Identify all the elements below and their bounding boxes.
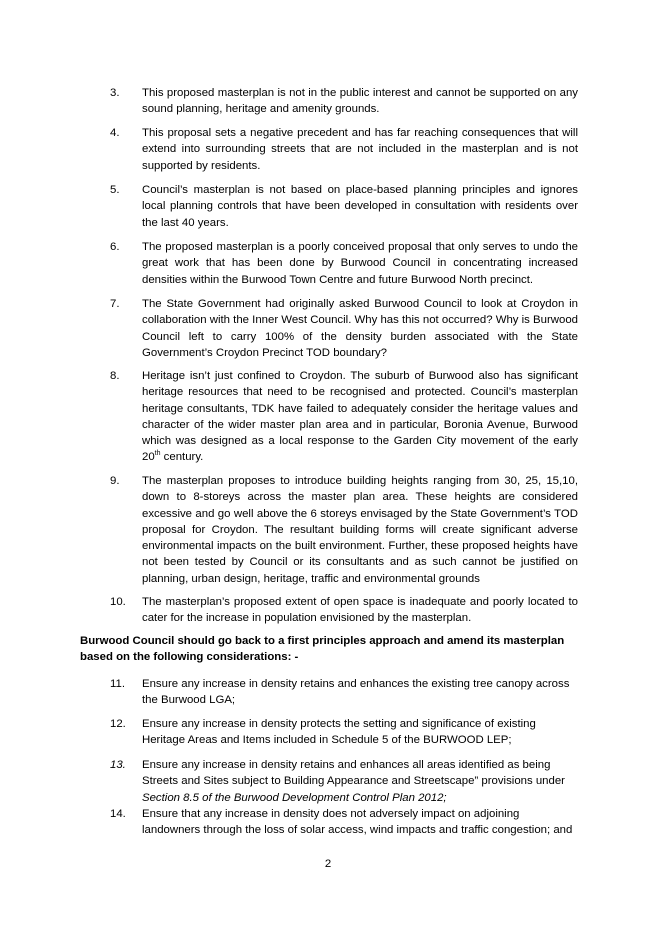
item-text-italic: Section 8.5 of the Burwood Development Control Plan 2012; xyxy=(142,791,447,804)
item-number: 6. xyxy=(110,241,120,253)
item-text: The State Government had originally asked Burwood Council to look at Croydon in collaboration with the Inner West Council. Why has this not occurred? Why is Burwood Council left to carry 100% of the density burden associated with the State Government’s Croydon Precinct TOD boundary? xyxy=(142,298,578,359)
item-number: 7. xyxy=(110,298,120,310)
page-number: 2 xyxy=(324,858,332,870)
item-text-tail: century. xyxy=(160,451,204,464)
item-number: 9. xyxy=(110,475,120,487)
item-text: Ensure any increase in density retains and enhances the existing tree canopy across the Burwood LGA; xyxy=(142,678,570,707)
item-number: 5. xyxy=(110,184,120,196)
item-text: Ensure that any increase in density does not adversely impact on adjoining landowners through the loss of solar access, wind impacts and traffic congestion; and xyxy=(142,808,573,837)
item-text: The proposed masterplan is a poorly conceived proposal that only serves to undo the great work that has been done by Burwood Council in concentrating increased densities within the Burwood Town Centre and future Burwood North precinct. xyxy=(142,241,578,286)
item-number: 11. xyxy=(110,678,125,690)
item-text: Council’s masterplan is not based on place-based planning principles and ignores local planning controls that have been developed in consultation with residents over the last 40 years. xyxy=(142,184,578,229)
item-text: This proposed masterplan is not in the public interest and cannot be supported on any sound planning, heritage and amenity grounds. xyxy=(142,87,578,116)
item-number: 4. xyxy=(110,127,120,139)
item-text: Ensure any increase in density retains and enhances all areas identified as being Streets and Sites subject to Building Appearance and Streetscape” provisions under xyxy=(142,759,565,788)
item-text-wrap xyxy=(142,757,578,806)
item-number: 12. xyxy=(110,718,126,730)
item-number: 10. xyxy=(110,596,126,608)
item-text: This proposal sets a negative precedent and has far reaching consequences that will extend into surrounding streets that are not included in the masterplan and is not supported by residents. xyxy=(142,127,578,172)
item-text: The masterplan’s proposed extent of open space is inadequate and poorly located to cater for the increase in population envisioned by the masterplan. xyxy=(142,596,578,625)
item-number: 14. xyxy=(110,808,126,820)
item-text: The masterplan proposes to introduce building heights ranging from 30, 25, 15,10, down to 8-storeys across the master plan area. These heights are considered excessive and go well above the 6 storeys envisaged by the State Government’s TOD proposal for Croydon. The resultant building forms will create significant adverse environmental impacts on the built environment. Further, these proposed heights have not been tested by Council or its consultants and as such cannot be justified on planning, urban design, heritage, traffic and environmental grounds xyxy=(142,475,578,585)
item-number: 3. xyxy=(110,87,120,99)
item-number: 8. xyxy=(110,370,120,382)
ordinal-suffix: th xyxy=(154,450,161,458)
section-heading: Burwood Council should go back to a first principles approach and amend its masterplan based on the following considerations: - xyxy=(80,635,565,664)
item-text: Heritage isn’t just confined to Croydon. The suburb of Burwood also has significant heritage resources that need to be recognised and protected. Council’s masterplan heritage consultants, TDK have failed to adequately consider the heritage values and character of the wider master plan area and in particular, Boronia Avenue, Burwood which was designed as a local response to the Garden City movement of the early 20 xyxy=(142,370,578,464)
item-text-wrap xyxy=(142,368,578,466)
item-number: 13. xyxy=(110,759,126,771)
item-text: Ensure any increase in density protects the setting and significance of existing Heritage Areas and Items included in Schedule 5 of the BURWOOD LEP; xyxy=(142,718,536,747)
